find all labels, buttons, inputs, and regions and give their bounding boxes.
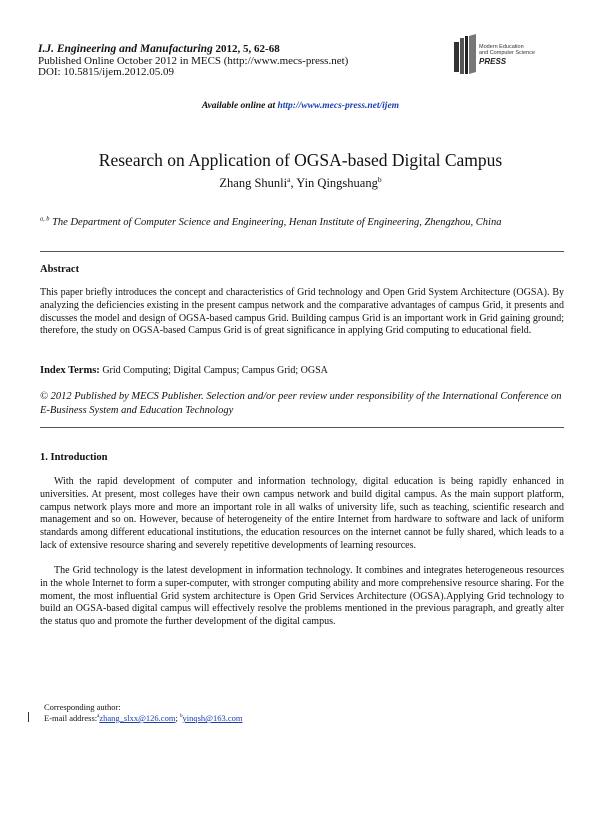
journal-header — [38, 44, 348, 79]
footnote — [44, 702, 243, 724]
journal-citation — [38, 44, 348, 56]
author-name: Yin Qingshuang — [296, 176, 378, 190]
published-line: Published Online October 2012 in MECS (http://www.mecs-press.net) — [38, 54, 349, 67]
availability-line — [0, 101, 601, 111]
email-separator: ; — [175, 713, 180, 723]
availability-prefix: Available online at — [201, 101, 278, 111]
footnote-emails — [44, 713, 243, 724]
journal-name: I.J. Engineering and Manufacturing — [38, 43, 213, 55]
margin-change-bar — [28, 712, 29, 722]
index-terms-label: Index Terms: — [40, 365, 100, 376]
email-prefix: E-mail address: — [44, 713, 98, 723]
email-link-b[interactable]: yinqsh@163.com — [182, 713, 243, 723]
journal-issue: 2012, 5, 62-68 — [212, 43, 280, 55]
email-sup: b — [179, 713, 183, 720]
paper-title: Research on Application of OGSA-based Digital Campus — [98, 150, 503, 170]
books-logo-icon — [452, 32, 562, 82]
author-name: Zhang Shunli — [219, 176, 288, 190]
section-paragraph: With the rapid development of computer and information technology, digital education is being rapidly enhanced in universities. At present, most colleges have their own campus network and build digital campus. As the main support platform, campus network plays more and more an important role in all walks of university life, such as teaching, scientific research and management and so on. However, because of heterogeneity of the entire Internet from hardware to software and lack of uniform standards among different educational institutions, the education resources on the internet cannot be fully shared, which leads to a lack of extensive resource sharing and severely repetitive developments of learning resources. — [40, 476, 564, 551]
author-affil-sup: b — [377, 174, 382, 184]
journal-url-link[interactable]: http://www.mecs-press.net/ijem — [277, 101, 400, 111]
author-list: Zhang Shunli$^a$, Yin Qingshuang$^b$ — [219, 174, 382, 190]
section-heading: 1. Introduction — [40, 452, 108, 463]
logo-line-2: and Computer Science — [479, 50, 535, 56]
index-terms-text: Grid Computing; Digital Campus; Campus Grid; OGSA — [99, 365, 328, 376]
publisher-logo — [452, 32, 562, 82]
author-affil-sup: a — [287, 174, 291, 184]
affiliation — [40, 217, 565, 228]
email-sup: a — [97, 713, 100, 720]
logo-line-1: Modern Education — [479, 44, 524, 50]
abstract-text: This paper briefly introduces the concept and characteristics of Grid technology and Open Grid System Architecture (OGSA). By analyzing the deficiencies existing in the present campus network and the comparative advantages of campus Grid, it presents and discusses the model and design of OGSA-based campus Grid. Building campus Grid is an important work in Grid gaining ground; therefore, the study on OGSA-based Campus Grid is of great significance in applying Grid computing to educational field. — [40, 287, 564, 337]
divider — [40, 251, 564, 252]
footnote-label: Corresponding author: — [44, 702, 121, 712]
divider — [40, 427, 564, 428]
affiliation-sup: a, b — [40, 215, 50, 223]
logo-line-3: PRESS — [479, 57, 507, 66]
doi-line: DOI: 10.5815/ijem.2012.05.09 — [38, 66, 174, 78]
copyright-notice: © 2012 Published by MECS Publisher. Selection and/or peer review under responsibility of the International Conference on E-Business System and Education Technology — [40, 391, 562, 416]
section-paragraph: The Grid technology is the latest development in information technology. It combines and integrates heterogeneous resources in the whole Internet to form a super-computer, with stronger computing ability and more comprehensive resource sharing. For the moment, the most influential Grid system architecture is Open Grid Services Architecture (OGSA).Applying Grid technology to build an OGSA-based digital campus will effectively resolve the problems mentioned in the previous paragraph, and greatly alter the status quo and promote the further development of the digital campus. — [40, 565, 564, 628]
affiliation-text: The Department of Computer Science and Engineering, Henan Institute of Engineering, Zhengzhou, China — [49, 217, 502, 228]
email-link-a[interactable]: zhang_slxx@126.com — [99, 713, 176, 723]
index-terms — [40, 365, 564, 376]
abstract-heading: Abstract — [40, 264, 80, 275]
